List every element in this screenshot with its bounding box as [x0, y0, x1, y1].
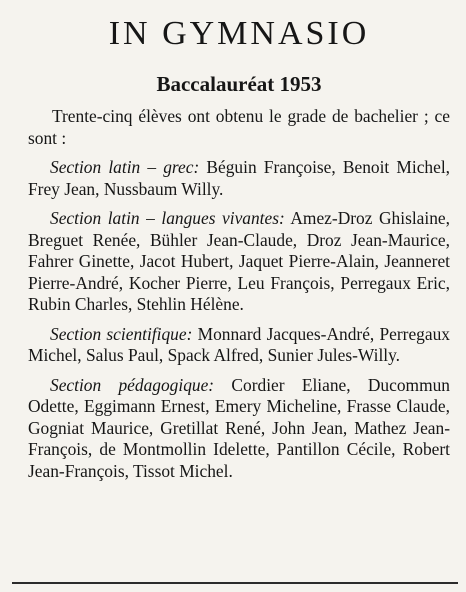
section-label: Section pédagogique:	[50, 374, 215, 395]
section-names: Monnard Jacques-André, Perregaux Michel, Salus Paul, Spack Alfred, Sunier Jules-Willy.	[28, 323, 450, 365]
section-scientifique	[28, 324, 450, 367]
bottom-divider	[12, 582, 458, 584]
section-label: Section scientifique:	[50, 323, 193, 344]
section-latin-grec	[28, 157, 450, 200]
intro-paragraph: Trente-cinq élèves ont obtenu le grade de bachelier ; ce sont :	[28, 106, 450, 148]
page-subtitle: Baccalauréat 1953	[156, 72, 322, 96]
section-label: Section latin – grec:	[50, 157, 200, 177]
section-names: Cordier Eliane, Ducommun Odette, Eggimann Ernest, Emery Micheline, Frasse Claude, Gogniat Maurice, Gretillat René, John Jean, Mathez Jean-François, de Montmollin Idelette, Pantillon Cécile, Robert Jean-François, Tissot Michel.	[28, 374, 450, 481]
section-pedagogique	[28, 375, 450, 483]
section-label: Section latin – langues vivantes:	[50, 208, 285, 228]
section-latin-langues-vivantes	[28, 208, 450, 316]
section-names: Béguin Françoise, Benoit Michel, Frey Jean, Nussbaum Willy.	[28, 157, 451, 199]
section-names: Amez-Droz Ghislaine, Breguet Renée, Bühler Jean-Claude, Droz Jean-Maurice, Fahrer Ginette, Jacot Hubert, Jaquet Pierre-Alain, Jeanneret Pierre-André, Kocher Pierre, Leu François, Perregaux Eric, Rubin Charles, Stehlin Hélène.	[28, 208, 450, 314]
page-title: IN GYMNASIO	[108, 15, 370, 52]
